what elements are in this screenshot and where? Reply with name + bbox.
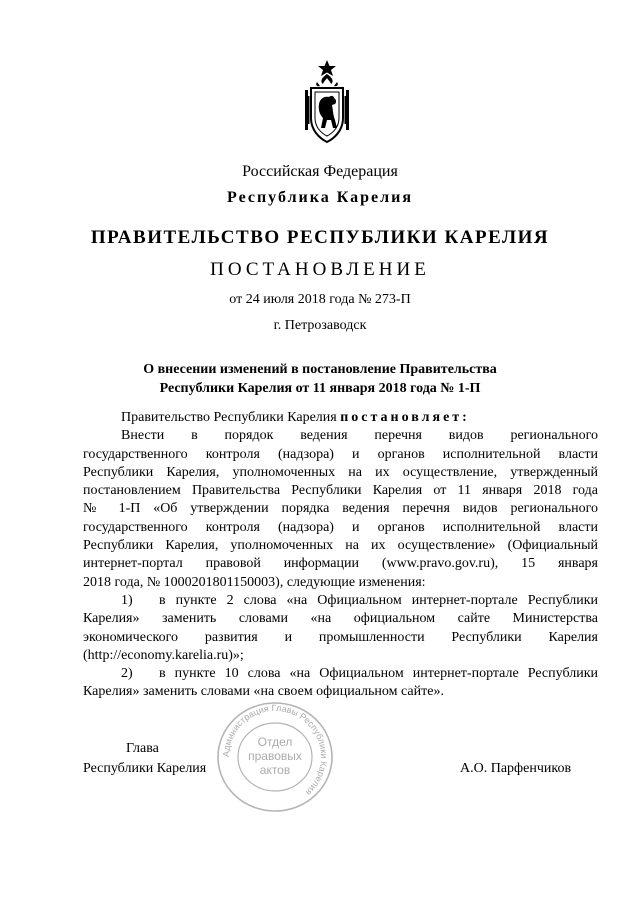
- body-line: интернет-портал правовой информации (www.pravo.gov.ru), 15 января: [83, 556, 598, 572]
- body-line: государственного контроля (надзора) и органов исполнительной власти: [83, 519, 598, 535]
- body-line: Внести в порядок ведения перечня видов регионального: [121, 428, 598, 444]
- body-line: постановлением Правительства Республики Карелия от 11 января 2018 года: [83, 483, 598, 499]
- subject-line: Республики Карелия от 11 января 2018 года № 1-П: [159, 381, 481, 396]
- body-line: Карелия» заменить словами «на официальном сайте Министерства: [83, 611, 598, 627]
- document-type: ПОСТАНОВЛЕНИЕ: [210, 259, 430, 280]
- signature-organization: Республики Карелия: [83, 761, 207, 776]
- list-item-2: [83, 665, 598, 683]
- body-line: Республики Карелия, уполномоченных на их осуществление, утвержденный: [83, 464, 598, 480]
- signatory-name: А.О. Парфенчиков: [460, 761, 572, 776]
- list-item-number: 1): [121, 592, 133, 608]
- body-line: Республики Карелия, уполномоченных на их осуществление» (Официальный: [83, 538, 598, 554]
- list-item-number: 2): [121, 666, 133, 682]
- stamp-line: правовых: [248, 749, 302, 763]
- body-line: экономического развития и промышленности Республики Карелия: [83, 629, 598, 645]
- body-line: государственного контроля (надзора) и органов исполнительной власти: [83, 446, 598, 462]
- signature-title: Глава: [126, 741, 159, 756]
- subject-line: О внесении изменений в постановление Правительства: [143, 362, 497, 377]
- document-subject: [0, 360, 640, 398]
- stamp-line: Отдел: [257, 735, 293, 749]
- body-line: № 1-П «Об утверждении порядка ведения перечня видов регионального: [83, 501, 598, 517]
- coat-of-arms-icon: [303, 60, 351, 144]
- list-item-text: в пункте 10 слова «на Официальном интернет-портале Республики: [159, 666, 598, 682]
- decree-intro: [83, 409, 598, 427]
- body-line: (http://economy.karelia.ru)»;: [83, 647, 244, 663]
- document-city: г. Петрозаводск: [273, 318, 367, 333]
- list-item-text: в пункте 2 слова «на Официальном интернет-портале Республики: [159, 592, 598, 608]
- official-stamp: [215, 700, 335, 814]
- republic-name: Республика Карелия: [227, 189, 413, 206]
- stamp-line: актов: [259, 763, 291, 777]
- body-line: 2018 года, № 1000201801150003), следующие изменения:: [83, 574, 426, 590]
- government-name: ПРАВИТЕЛЬСТВО РЕСПУБЛИКИ КАРЕЛИЯ: [90, 227, 550, 248]
- body-line: Карелия» заменить словами «на своем официальном сайте».: [83, 684, 444, 700]
- document-body: [83, 409, 598, 702]
- decree-verb: постановляет:: [340, 410, 470, 425]
- stamp-ring-text: Администрация Главы Республики Карелия: [220, 702, 330, 798]
- country-name: Российская Федерация: [242, 163, 398, 180]
- document-date-number: от 24 июля 2018 года № 273-П: [229, 292, 411, 307]
- list-item-1: [83, 592, 598, 610]
- decree-intro-text: Правительство Республики Карелия: [121, 410, 341, 425]
